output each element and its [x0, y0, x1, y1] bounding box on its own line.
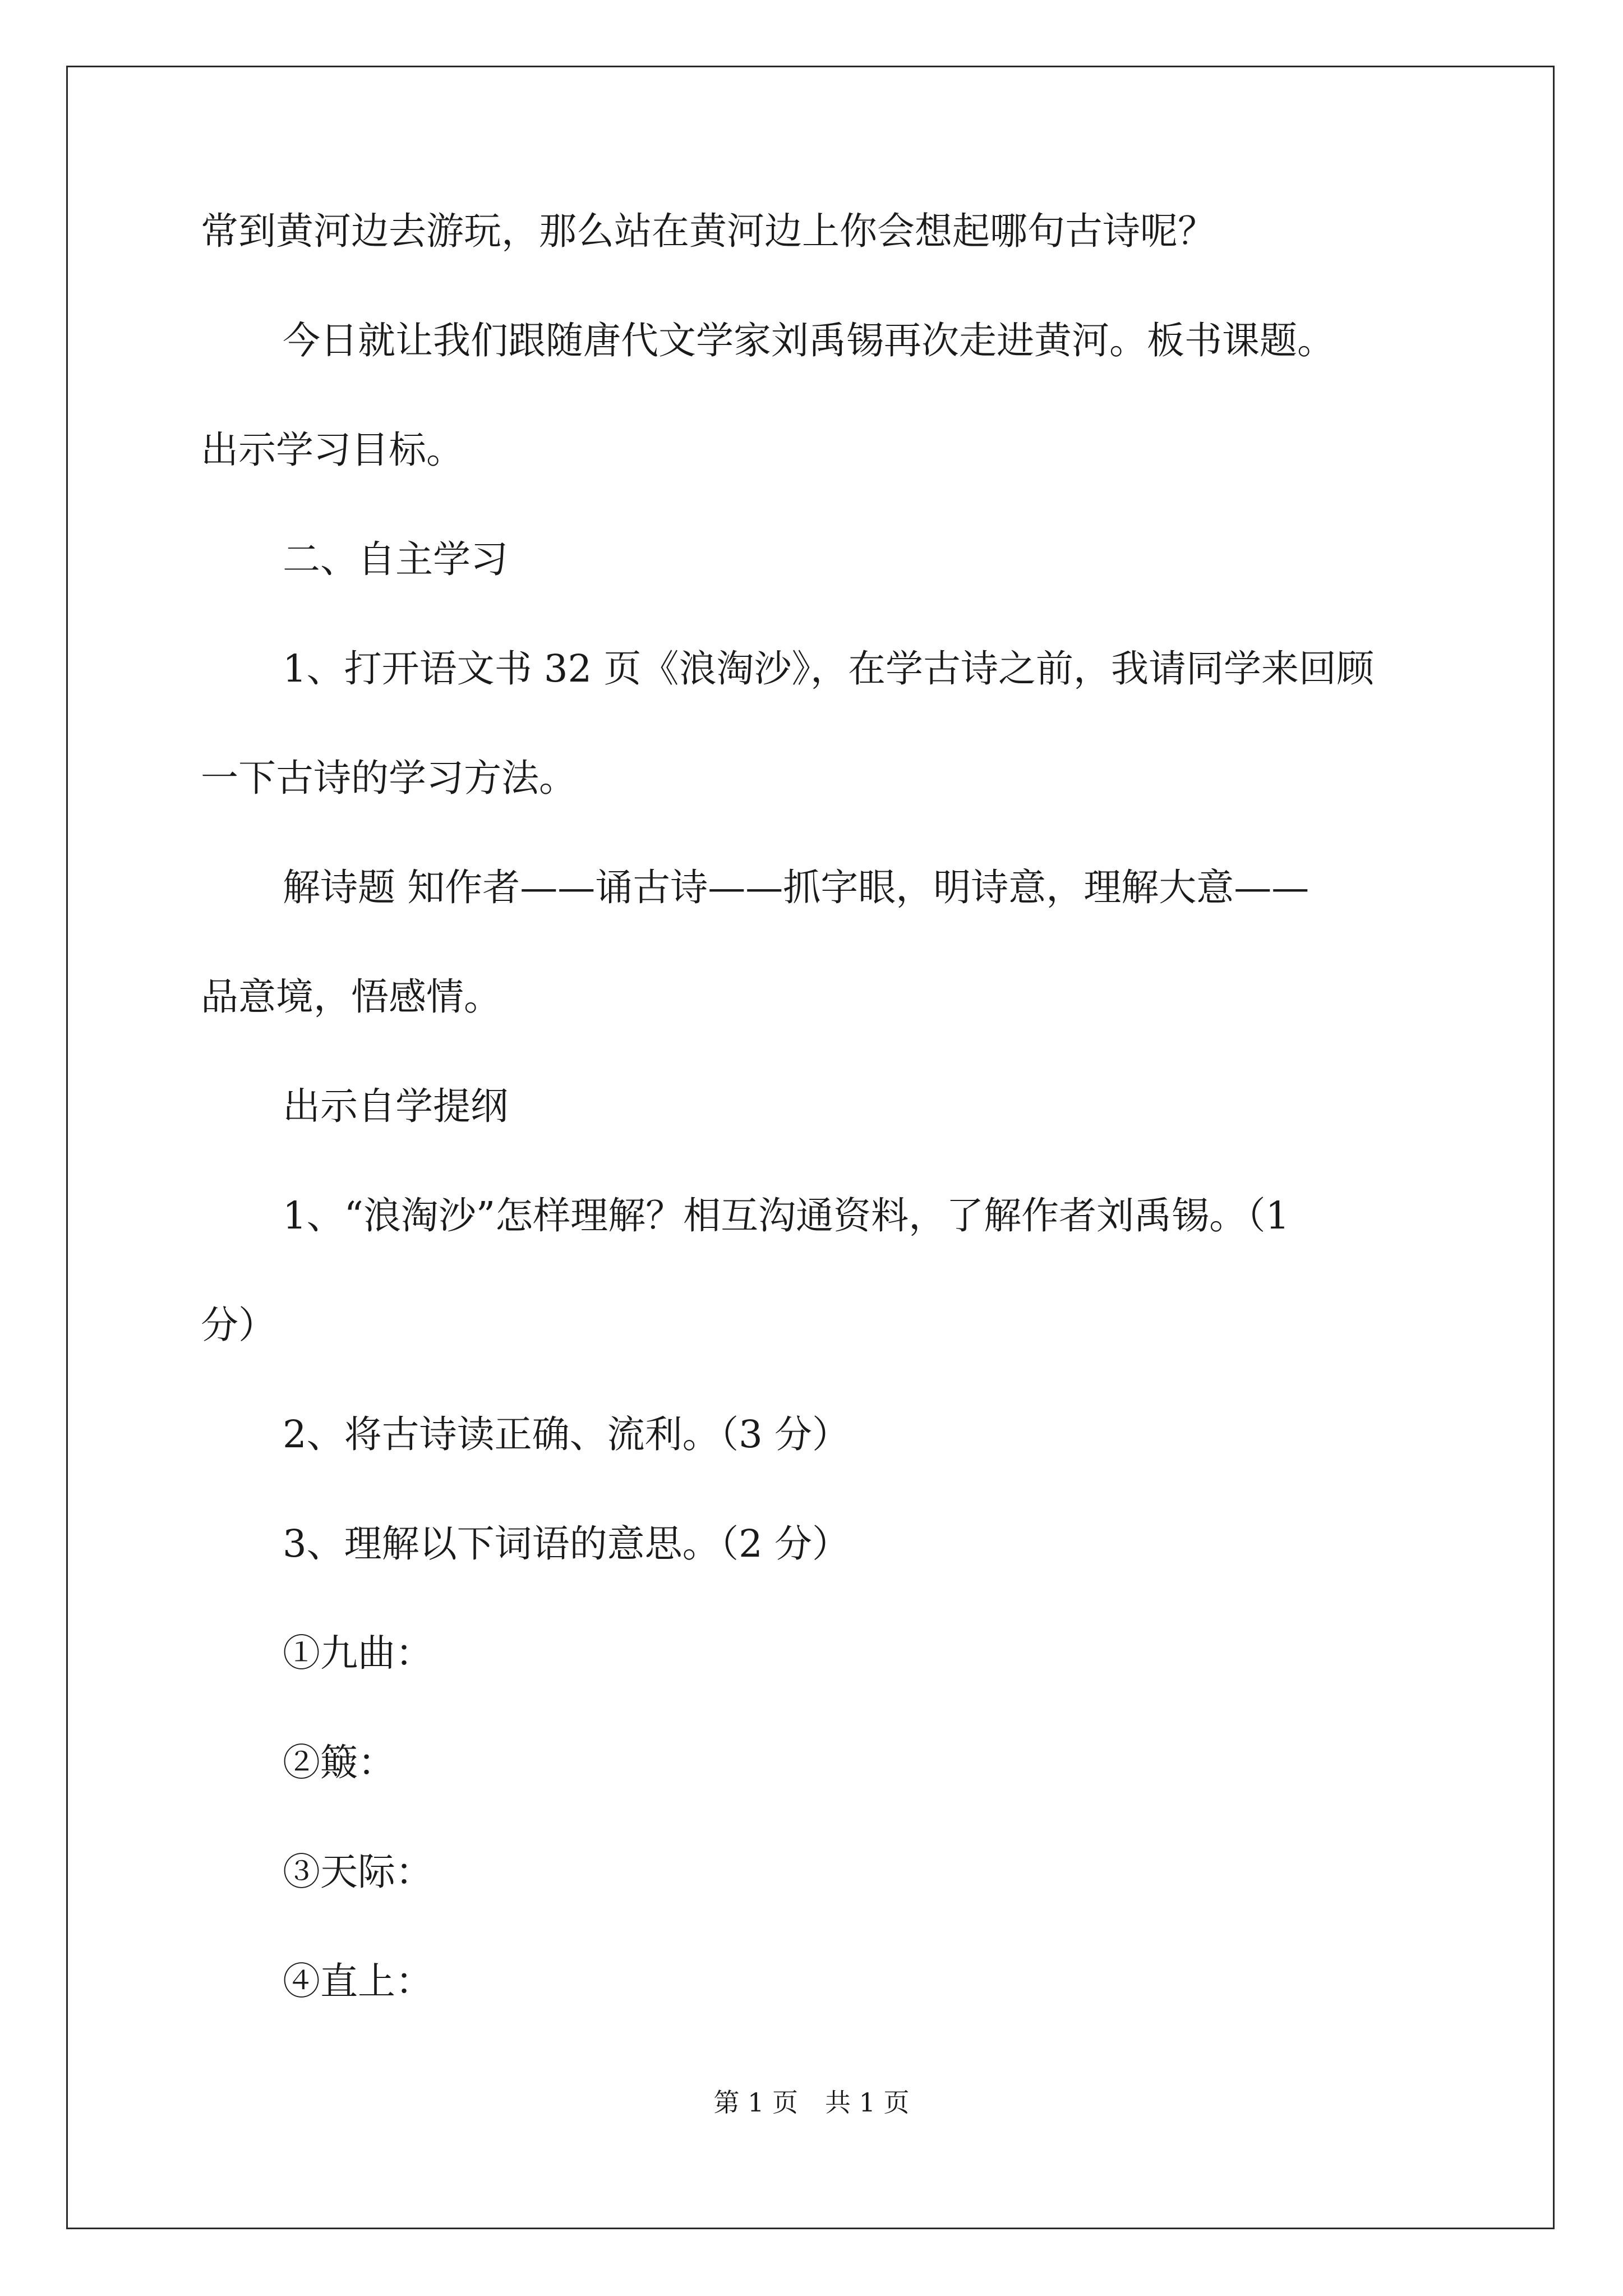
paragraph-line: 品意境，悟感情。 — [201, 975, 501, 1019]
page-number-current: 第 1 页 — [713, 2087, 798, 2118]
list-item: ④直上： — [283, 1959, 433, 2003]
paragraph-line: 出示自学提纲 — [283, 1084, 508, 1128]
paragraph-line: 1、打开语文书 32 页《浪淘沙》，在学古诗之前，我请同学来回顾 — [283, 647, 1374, 691]
list-item: 分） — [201, 1303, 276, 1347]
list-item: 2、将古诗读正确、流利。（3 分） — [283, 1412, 850, 1456]
list-item: ①九曲： — [283, 1631, 433, 1675]
list-item: 1、“浪淘沙”怎样理解？相互沟通资料，了解作者刘禹锡。（1 — [283, 1194, 1290, 1237]
list-item: ②簸： — [283, 1741, 395, 1784]
list-item: 3、理解以下词语的意思。（2 分） — [283, 1522, 850, 1566]
page-footer — [0, 2086, 1623, 2119]
page-number-total: 共 1 页 — [825, 2087, 910, 2118]
page-border — [66, 66, 1555, 2229]
paragraph-line: 常到黄河边去游玩，那么站在黄河边上你会想起哪句古诗呢？ — [201, 209, 1215, 253]
list-item: ③天际： — [283, 1850, 433, 1894]
paragraph-line: 解诗题 知作者——诵古诗——抓字眼，明诗意，理解大意—— — [283, 866, 1310, 909]
paragraph-line: 今日就让我们跟随唐代文学家刘禹锡再次走进黄河。板书课题。 — [283, 319, 1335, 362]
paragraph-line: 出示学习目标。 — [201, 428, 464, 472]
paragraph-line: 一下古诗的学习方法。 — [201, 756, 577, 800]
section-heading: 二、自主学习 — [283, 537, 508, 581]
